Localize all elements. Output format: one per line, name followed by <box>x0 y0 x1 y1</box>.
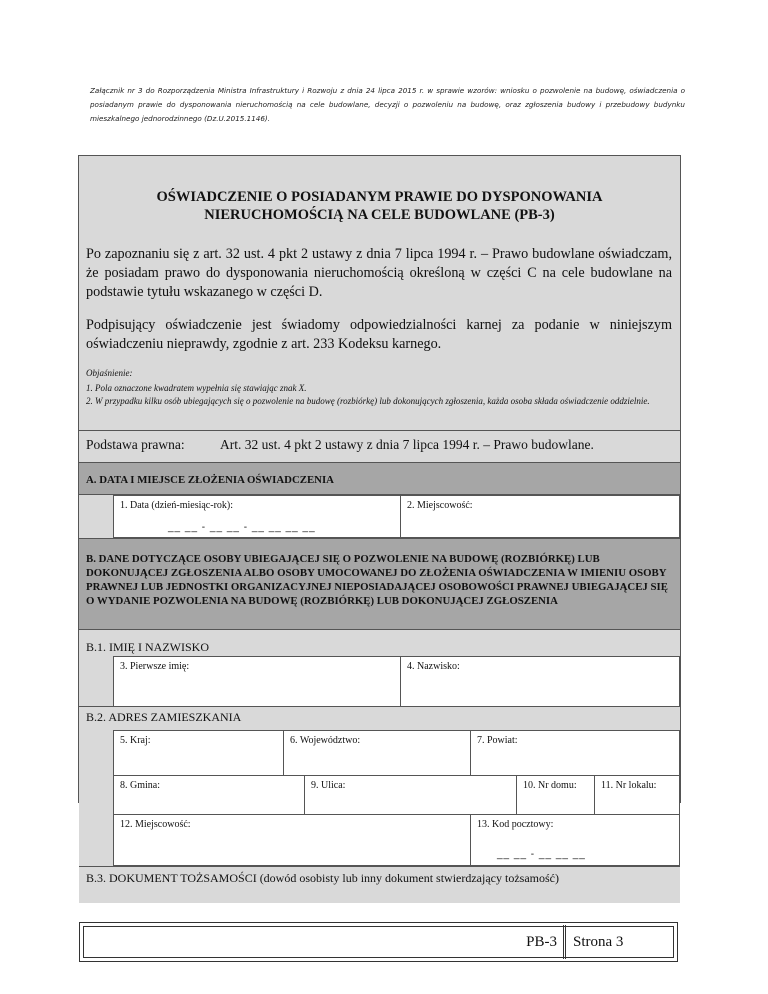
date-field[interactable] <box>113 495 401 538</box>
surname-field[interactable] <box>400 656 680 707</box>
first-name-field[interactable] <box>113 656 401 707</box>
county-label: 7. Powiat: <box>477 735 518 746</box>
locality-field[interactable] <box>113 814 471 866</box>
flat-number-field[interactable] <box>594 775 680 815</box>
date-label: 1. Data (dzień-miesiąc-rok): <box>120 500 234 511</box>
first-name-label: 3. Pierwsze imię: <box>120 661 190 672</box>
voivodeship-label: 6. Województwo: <box>290 735 361 746</box>
postal-code-label: 13. Kod pocztowy: <box>477 819 554 830</box>
legal-basis-value: Art. 32 ust. 4 pkt 2 ustawy z dnia 7 lipca 1994 r. – Prawo budowlane. <box>220 437 594 452</box>
responsibility-paragraph: Podpisujący oświadczenie jest świadomy odpowiedzialności karnej za podanie w niniejszym oświadczeniu nieprawdy, zgodnie z art. 233 Kodeksu karnego. <box>86 317 672 352</box>
voivodeship-field[interactable] <box>283 730 471 776</box>
footer-page-number: Strona 3 <box>573 934 624 950</box>
postal-code-field[interactable] <box>470 814 680 866</box>
country-label: 5. Kraj: <box>120 735 151 746</box>
section-b-title: B. DANE DOTYCZĄCE OSOBY UBIEGAJĄCEJ SIĘ O POZWOLENIE NA BUDOWĘ (ROZBIÓRKĘ) LUB DOKONUJĄCEJ ZGŁOSZENIA ALBO OSOBY UMOCOWANEJ DO ZŁOŻENIA OŚWIADCZENIA W IMIENIU OSOBY PRAWNEJ LUB JEDNOSTKI ORGANIZACYJNEJ NIEPOSIADAJĄCEJ OSOBOWOŚCI PRAWNEJ UBIEGAJĄCEJ SIĘ O WYDANIE POZWOLENIA NA BUDOWĘ (ROZBIÓRKĘ) LUB DOKONUJĄCEJ ZGŁOSZENIA <box>86 553 668 607</box>
street-label: 9. Ulica: <box>311 780 346 791</box>
flat-number-label: 11. Nr lokalu: <box>601 780 657 791</box>
intro-paragraph: Po zapoznaniu się z art. 32 ust. 4 pkt 2 ustawy z dnia 7 lipca 1994 r. – Prawo budowlane oświadczam, że posiadam prawo do dysponowania nieruchomością określoną w części C na cele budowlane na podstawie tytułu wskazanego w części D. <box>86 246 672 300</box>
section-b3-title: B.3. DOKUMENT TOŻSAMOŚCI (dowód osobisty lub inny dokument stwierdzający tożsamość) <box>86 871 559 885</box>
country-field[interactable] <box>113 730 284 776</box>
street-field[interactable] <box>304 775 517 815</box>
house-number-label: 10. Nr domu: <box>523 780 577 791</box>
commune-field[interactable] <box>113 775 305 815</box>
form-title-line-2: NIERUCHOMOŚCIĄ NA CELE BUDOWLANE (PB-3) <box>204 207 555 223</box>
explanations-heading: Objaśnienie: <box>86 368 133 378</box>
form-title-line-1: OŚWIADCZENIE O POSIADANYM PRAWIE DO DYSPONOWANIA <box>156 189 603 205</box>
explanation-item-1: 1. Pola oznaczone kwadratem wypełnia się stawiając znak X. <box>86 383 307 393</box>
locality-label: 12. Miejscowość: <box>120 819 191 830</box>
date-mask: __ __ - __ __ - __ __ __ __ <box>168 522 316 533</box>
legal-basis-label: Podstawa prawna: <box>86 437 185 452</box>
county-field[interactable] <box>470 730 680 776</box>
section-a-header <box>79 463 680 495</box>
section-b1-title: B.1. IMIĘ I NAZWISKO <box>86 640 209 654</box>
place-field[interactable] <box>400 495 680 538</box>
commune-label: 8. Gmina: <box>120 780 160 791</box>
house-number-field[interactable] <box>516 775 595 815</box>
annex-note: Załącznik nr 3 do Rozporządzenia Ministra Infrastruktury i Rozwoju z dnia 24 lipca 2015 r. w sprawie wzorów: wniosku o pozwolenie na budowę, oświadczenia o posiadanym prawie do dysponowania nieruchomością na cele budowlane, decyzji o pozwoleniu na budowę, oraz zgłoszenia budowy i przebudowy budynku mieszkalnego jednorodzinnego (Dz.U.2015.1146). <box>90 86 685 123</box>
section-a-title: A. DATA I MIEJSCE ZŁOŻENIA OŚWIADCZENIA <box>86 474 334 486</box>
section-b-header <box>79 538 680 630</box>
form-title <box>79 188 680 224</box>
postal-code-mask: __ __ - __ __ __ <box>497 849 586 860</box>
section-b3 <box>79 866 680 903</box>
section-b2-title: B.2. ADRES ZAMIESZKANIA <box>86 710 242 724</box>
place-label: 2. Miejscowość: <box>407 500 473 511</box>
surname-label: 4. Nazwisko: <box>407 661 460 672</box>
footer-form-code: PB-3 <box>487 925 566 959</box>
explanation-item-2: 2. W przypadku kilku osób ubiegających się o pozwolenie na budowę (rozbiórkę) lub dokonujących zgłoszenia, każda osoba składa oświadczenie oddzielnie. <box>86 396 650 406</box>
